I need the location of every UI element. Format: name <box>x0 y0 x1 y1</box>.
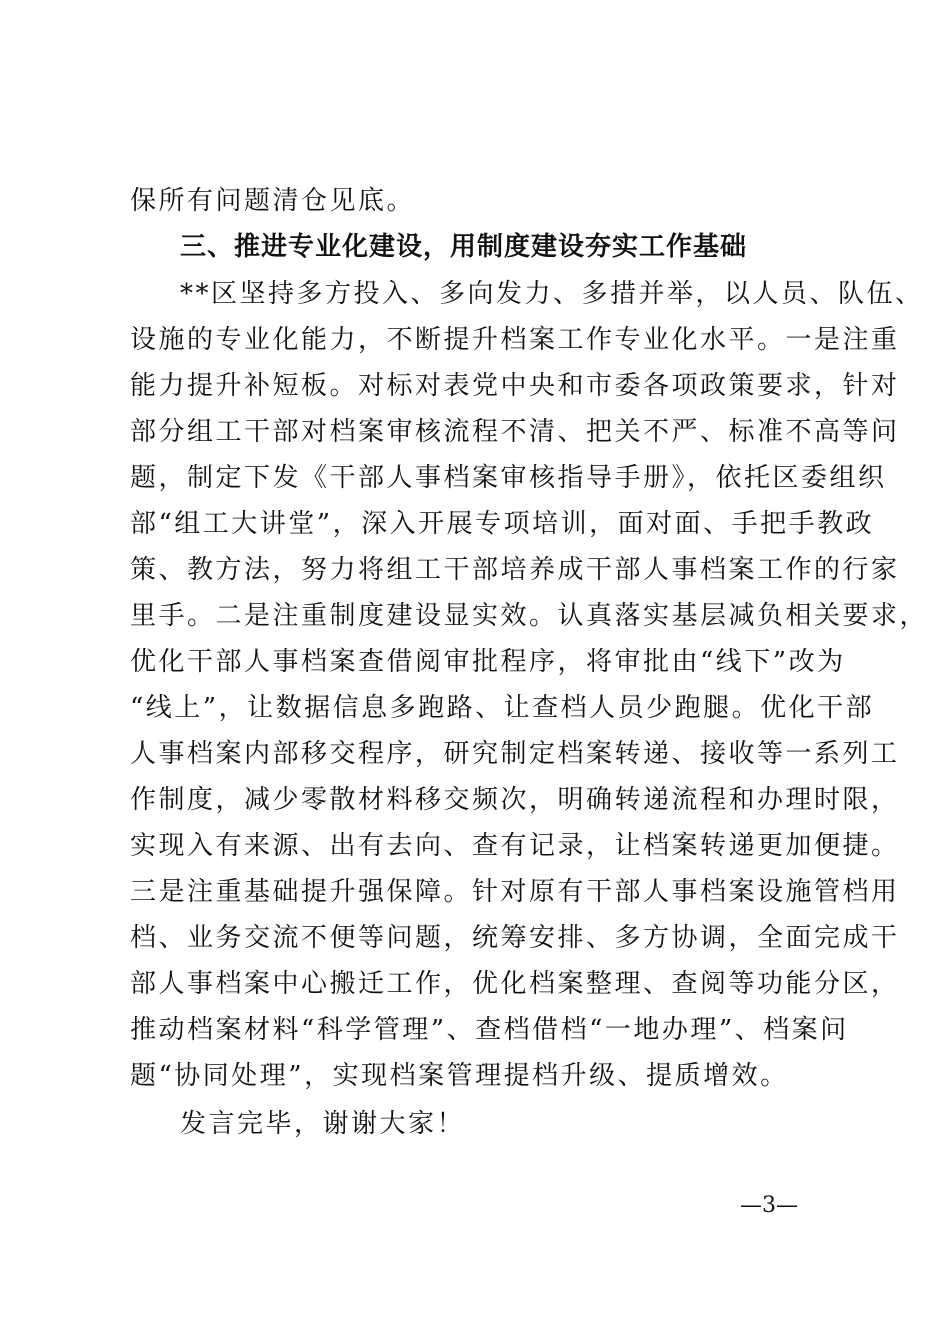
body-line: 设施的专业化能力，不断提升档案工作专业化水平。一是注重 <box>130 325 900 355</box>
body-line: “线上”，让数据信息多跑路、让查档人员少跑腿。优化干部 <box>130 693 875 723</box>
body-line: 实现入有来源、出有去向、查有记录，让档案转递更加便捷。 <box>130 831 900 861</box>
body-line: 部人事档案中心搬迁工作，优化档案整理、查阅等功能分区， <box>130 969 900 999</box>
body-line: **区坚持多方投入、多向发力、多措并举，以人员、队伍、 <box>180 279 924 309</box>
closing-line: 发言完毕，谢谢大家！ <box>180 1109 466 1139</box>
section-heading: 三、推进专业化建设，用制度建设夯实工作基础 <box>180 232 748 262</box>
body-line: 能力提升补短板。对标对表党中央和市委各项政策要求，针对 <box>130 371 900 401</box>
body-line: 题，制定下发《干部人事档案审核指导手册》，依托区委组织 <box>130 463 887 493</box>
page-number: —3— <box>740 1193 798 1218</box>
body-line: 保所有问题清仓见底。 <box>130 186 416 216</box>
body-line: 策、教方法，努力将组工干部培养成干部人事档案工作的行家 <box>130 555 900 585</box>
body-line: 档、业务交流不便等问题，统筹安排、多方协调，全面完成干 <box>130 923 900 953</box>
body-line: 题“协同处理”，实现档案管理提档升级、提质增效。 <box>130 1061 789 1091</box>
body-line: 三是注重基础提升强保障。针对原有干部人事档案设施管档用 <box>130 877 900 907</box>
body-line: 里手。二是注重制度建设显实效。认真落实基层减负相关要求， <box>130 601 929 631</box>
body-line: 推动档案材料“科学管理”、查档借档“一地办理”、档案问 <box>130 1015 849 1045</box>
body-line: 部“组工大讲堂”，深入开展专项培训，面对面、手把手教政 <box>130 509 875 539</box>
body-line: 作制度，减少零散材料移交频次，明确转递流程和办理时限， <box>130 785 900 815</box>
body-line: 人事档案内部移交程序，研究制定档案转递、接收等一系列工 <box>130 739 900 769</box>
body-line: 优化干部人事档案查借阅审批程序，将审批由“线下”改为 <box>130 647 846 677</box>
body-line: 部分组工干部对档案审核流程不清、把关不严、标准不高等问 <box>130 417 900 447</box>
